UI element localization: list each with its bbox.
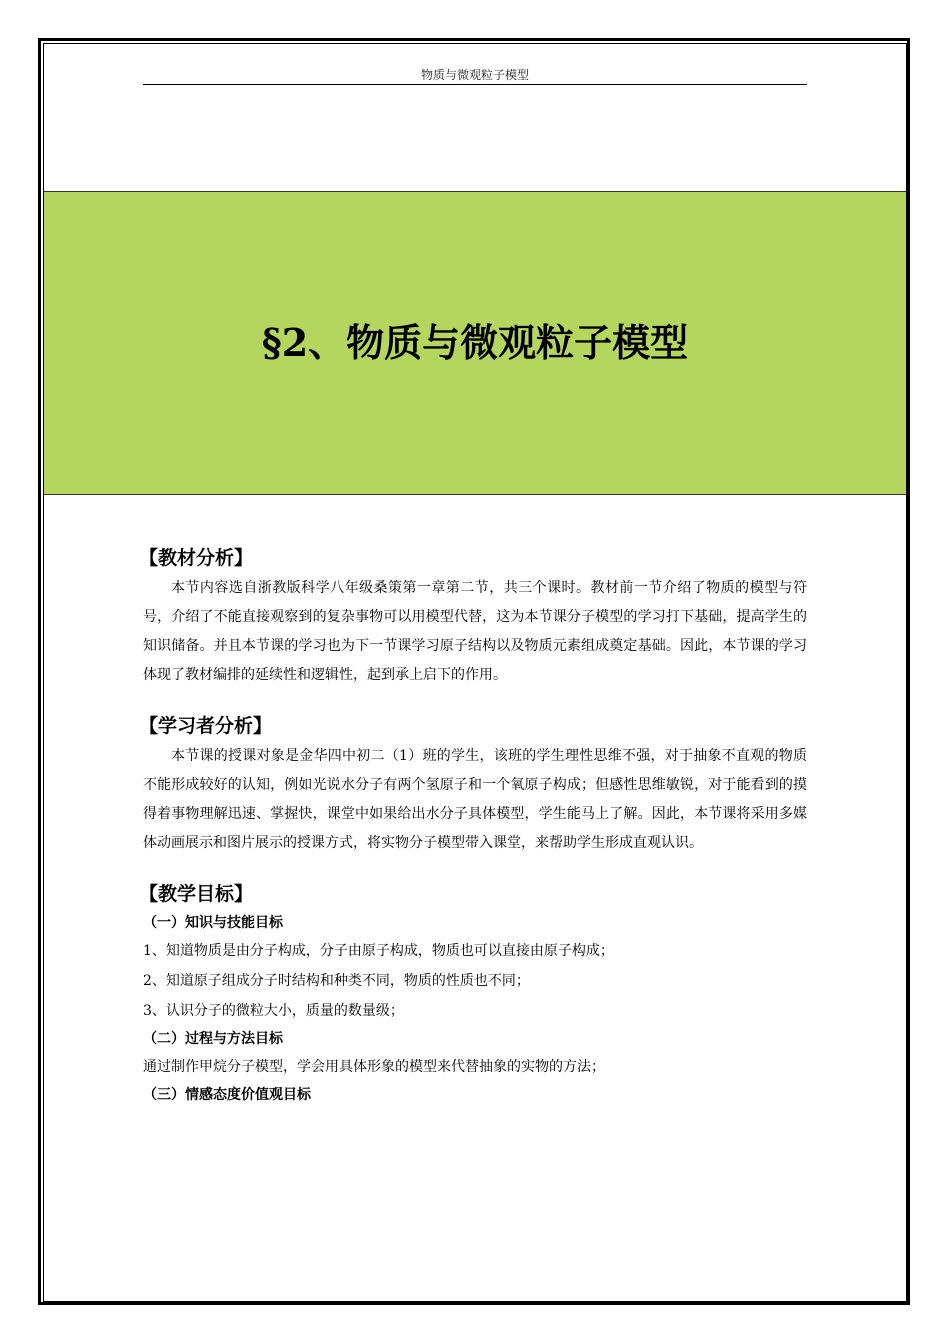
section-heading: 【教学目标】 [139, 883, 254, 905]
objective-item: 通过制作甲烷分子模型，学会用具体形象的模型来代替抽象的实物的方法； [143, 1059, 605, 1075]
objective-subheading: （三）情感态度价值观目标 [143, 1087, 311, 1103]
section-learner-analysis [139, 712, 807, 858]
section-heading: 【教材分析】 [139, 547, 254, 569]
section-paragraph: 本节课的授课对象是金华四中初二（1）班的学生，该班的学生理性思维不强，对于抽象不直观的物质不能形成较好的认知，例如光说水分子有两个氢原子和一个氧原子构成；但感性思维敏锐，对于能看到的摸得着事物理解迅速、掌握快，课堂中如果给出水分子具体模型，学生能马上了解。因此，本节课将采用多媒体动画展示和图片展示的授课方式，将实物分子模型带入课堂，来帮助学生形成直观认识。 [143, 748, 807, 851]
section-paragraph: 本节内容选自浙教版科学八年级桑策第一章第二节，共三个课时。教材前一节介绍了物质的模型与符号，介绍了不能直接观察到的复杂事物可以用模型代替，这为本节课分子模型的学习打下基础，提高学生的知识储备。并且本节课的学习也为下一节课学习原子结构以及物质元素组成奠定基础。因此，本节课的学习体现了教材编排的延续性和逻辑性，起到承上启下的作用。 [143, 580, 807, 683]
document-title: §2、物质与微观粒子模型 [261, 319, 689, 365]
objective-item: 2、知道原子组成分子时结构和种类不同，物质的性质也不同； [143, 973, 530, 989]
section-heading: 【学习者分析】 [139, 715, 273, 737]
objective-item: 1、知道物质是由分子构成，分子由原子构成，物质也可以直接由原子构成； [143, 943, 614, 959]
document-body [139, 544, 807, 1130]
objective-item: 3、认识分子的微粒大小，质量的数量级； [143, 1003, 404, 1019]
section-textbook-analysis [139, 544, 807, 690]
objective-subheading: （二）过程与方法目标 [143, 1031, 283, 1047]
running-header: 物质与微观粒子模型 [420, 68, 529, 82]
objective-subheading: （一）知识与技能目标 [143, 915, 283, 931]
header-rule [143, 84, 807, 85]
section-teaching-objectives [139, 880, 807, 1108]
title-band [44, 191, 906, 495]
